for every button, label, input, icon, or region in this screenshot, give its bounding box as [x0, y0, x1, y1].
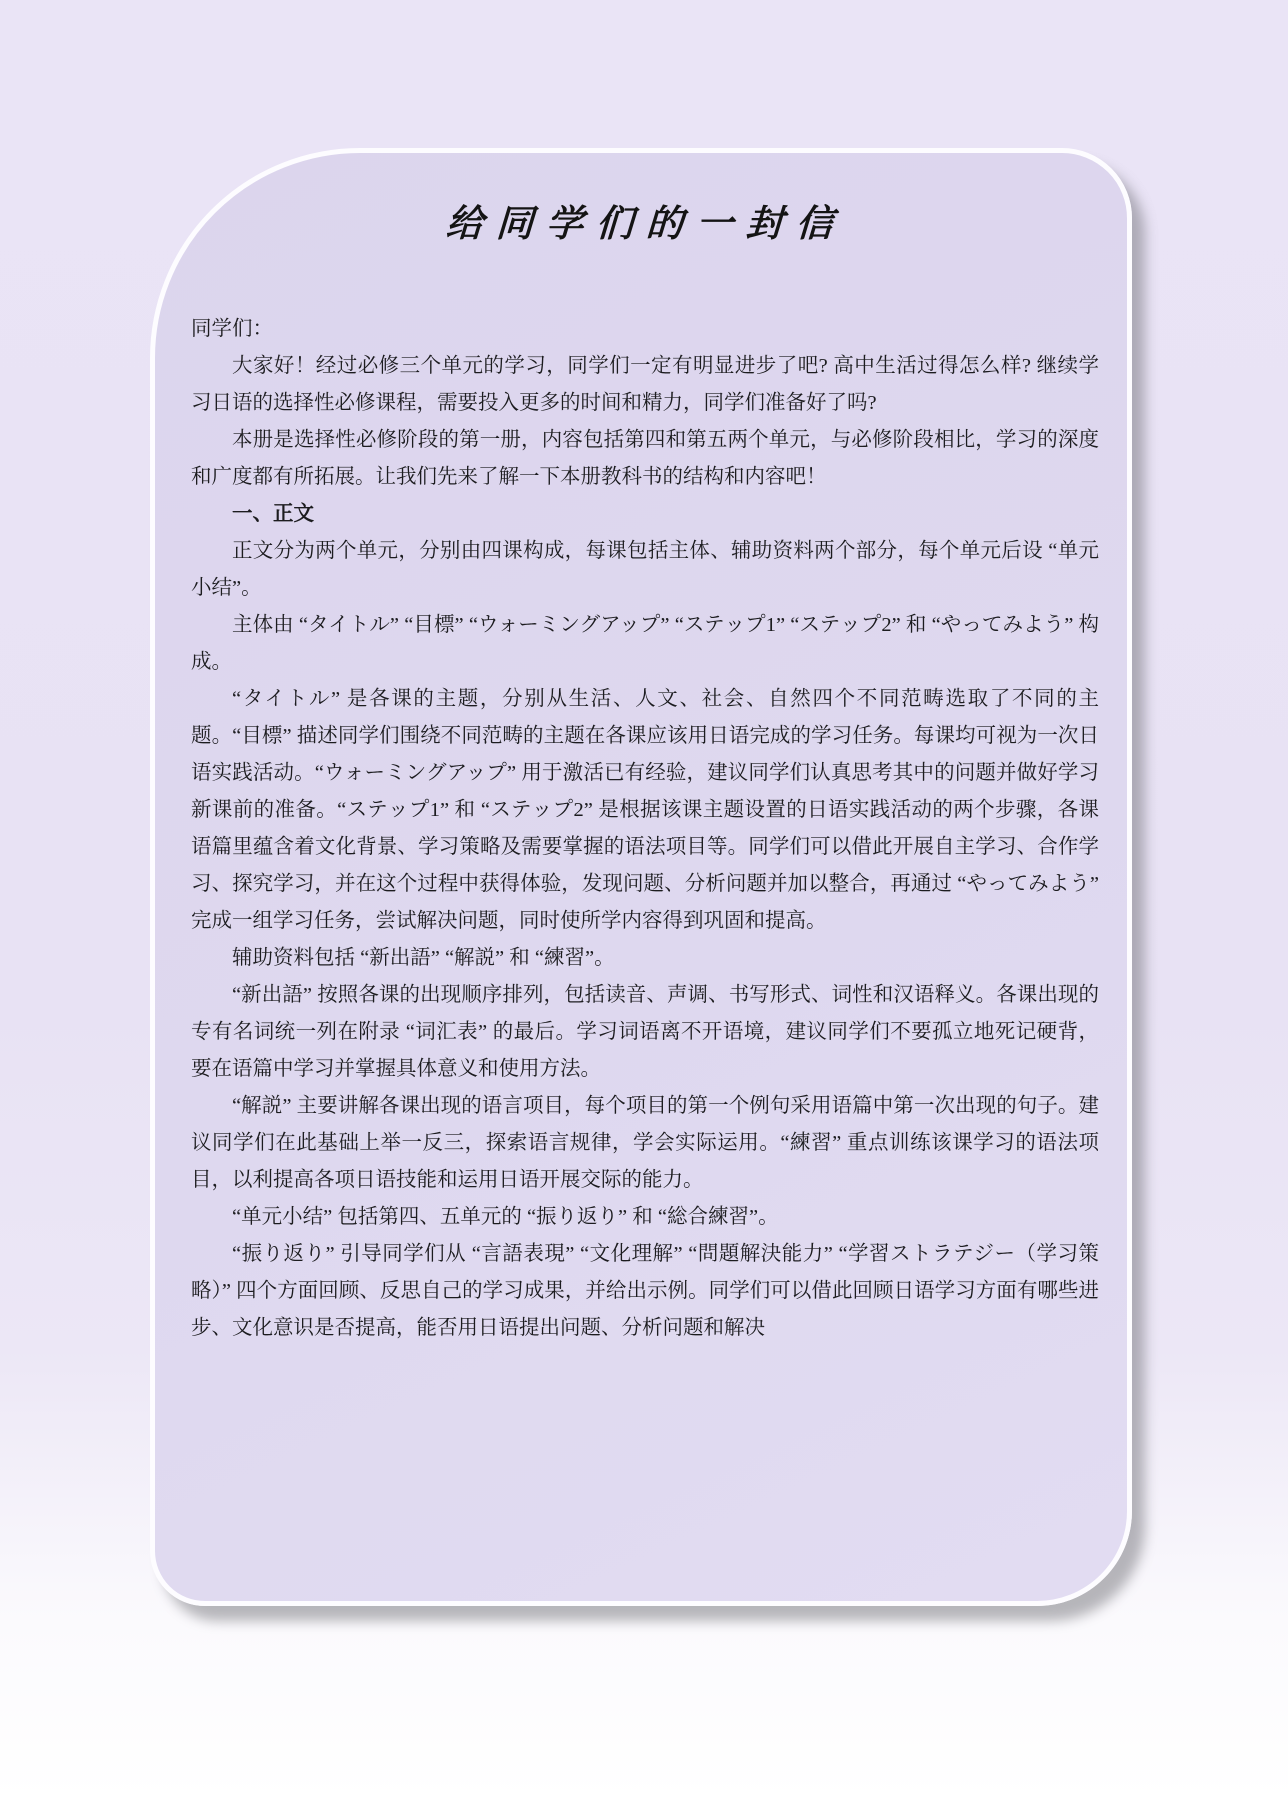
letter-card	[150, 148, 1132, 1606]
paragraph-auxiliary-materials: 辅助资料包括 “新出語” “解説” 和 “練習”。	[232, 947, 615, 969]
paragraph-reflection: “振り返り” 引导同学们从 “言語表現” “文化理解” “問題解決能力” “学習ストラテジー（学习策略）” 四个方面回顾、反思自己的学习成果，并给出示例。同学们可以借此回顾日语学习方面有哪些进步、文化意识是否提高，能否用日语提出问题、分析问题和解决	[191, 1243, 1099, 1339]
paragraph-main-components: 主体由 “タイトル” “目標” “ウォーミングアップ” “ステップ1” “ステップ2” 和 “やってみよう” 构成。	[191, 614, 1099, 673]
paragraph-new-words: “新出語” 按照各课的出现顺序排列，包括读音、声调、书写形式、词性和汉语释义。各课出现的专有名词统一列在附录 “词汇表” 的最后。学习词语离不开语境，建议同学们不要孤立地死记硬背，要在语篇中学习并掌握具体意义和使用方法。	[191, 984, 1099, 1080]
paragraph-component-details: “タイトル” 是各课的主题，分别从生活、人文、社会、自然四个不同范畴选取了不同的主题。“目標” 描述同学们围绕不同范畴的主题在各课应该用日语完成的学习任务。每课均可视为一次日语实践活动。“ウォーミングアップ” 用于激活已有经验，建议同学们认真思考其中的问题并做好学习新课前的准备。“ステップ1” 和 “ステップ2” 是根据该课主题设置的日语实践活动的两个步骤，各课语篇里蕴含着文化背景、学习策略及需要掌握的语法项目等。同学们可以借此开展自主学习、合作学习、探究学习，并在这个过程中获得体验，发现问题、分析问题并加以整合，再通过 “やってみよう” 完成一组学习任务，尝试解决问题，同时使所学内容得到巩固和提高。	[191, 688, 1099, 932]
paragraph-overview: 本册是选择性必修阶段的第一册，内容包括第四和第五两个单元，与必修阶段相比，学习的深度和广度都有所拓展。让我们先来了解一下本册教科书的结构和内容吧！	[191, 429, 1099, 488]
section-heading-main-text: 一、正文	[232, 503, 314, 525]
paragraph-unit-summary: “单元小结” 包括第四、五单元的 “振り返り” 和 “総合練習”。	[232, 1206, 779, 1228]
letter-title: 给同学们的一封信	[445, 204, 848, 245]
salutation: 同学们：	[191, 318, 273, 340]
paragraph-explanation-practice: “解説” 主要讲解各课出现的语言项目，每个项目的第一个例句采用语篇中第一次出现的句子。建议同学们在此基础上举一反三，探索语言规律，学会实际运用。“練習” 重点训练该课学习的语法项目，以利提高各项日语技能和运用日语开展交际的能力。	[191, 1095, 1099, 1191]
paragraph-structure: 正文分为两个单元，分别由四课构成，每课包括主体、辅助资料两个部分，每个单元后设 “单元小结”。	[191, 540, 1099, 599]
letter-body	[191, 311, 1099, 1347]
paragraph-greeting: 大家好！经过必修三个单元的学习，同学们一定有明显进步了吧? 高中生活过得怎么样? 继续学习日语的选择性必修课程，需要投入更多的时间和精力，同学们准备好了吗?	[191, 355, 1099, 414]
letter-card-inner	[155, 153, 1127, 1601]
